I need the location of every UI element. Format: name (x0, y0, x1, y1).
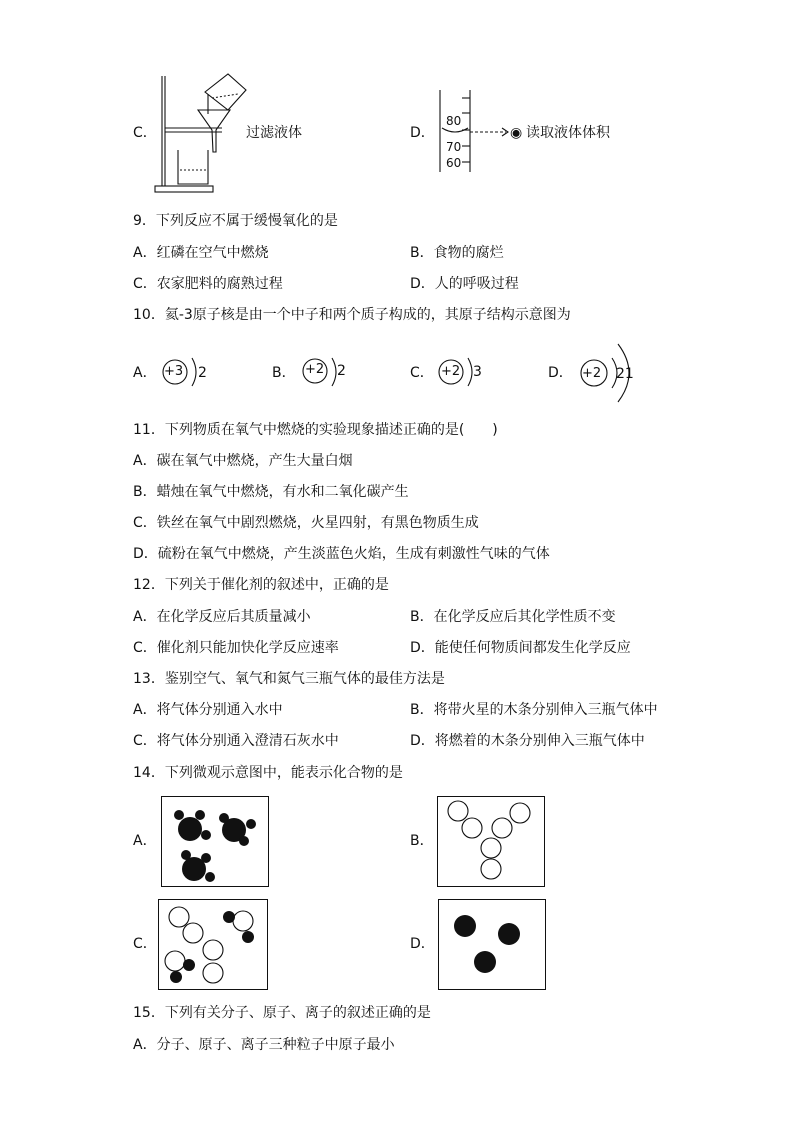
atom-b-nucleus: +2 (305, 362, 325, 377)
q11-option-c: C．铁丝在氧气中剧烈燃烧，火星四射，有黑色物质生成 (133, 515, 479, 531)
q8-option-d-label: D． (410, 125, 435, 141)
q14-option-a-label: A． (133, 833, 157, 849)
q10-stem: 10．氦-3原子核是由一个中子和两个质子构成的，其原子结构示意图为 (133, 307, 571, 323)
atom-d-electrons: 21 (616, 366, 634, 382)
q11-option-a: A．碳在氧气中燃烧，产生大量白烟 (133, 453, 353, 469)
microscopic-diagram-a (161, 796, 269, 887)
q8-option-c-caption: 过滤液体 (246, 125, 302, 141)
eye-icon: ◉ (510, 125, 523, 141)
diagram-d-molecules (439, 900, 545, 989)
q10-option-d-label: D． (548, 365, 573, 381)
q14-stem: 14．下列微观示意图中，能表示化合物的是 (133, 765, 403, 781)
q15-stem: 15．下列有关分子、原子、离子的叙述正确的是 (133, 1005, 431, 1021)
q10-option-b-label: B． (272, 365, 296, 381)
atom-b-electrons: 2 (337, 363, 346, 379)
q12-stem: 12．下列关于催化剂的叙述中，正确的是 (133, 577, 389, 593)
microscopic-diagram-d (438, 899, 546, 990)
q11-stem: 11．下列物质在氧气中燃烧的实验现象描述正确的是( ) (133, 422, 498, 438)
q10-option-a-label: A． (133, 365, 157, 381)
q13-option-a: A．将气体分别通入水中 (133, 702, 283, 718)
q13-stem: 13．鉴别空气、氧气和氮气三瓶气体的最佳方法是 (133, 671, 445, 687)
q12-option-b: B．在化学反应后其化学性质不变 (410, 609, 616, 625)
q13-option-c: C．将气体分别通入澄清石灰水中 (133, 733, 339, 749)
q9-stem: 9．下列反应不属于缓慢氧化的是 (133, 213, 338, 229)
q12-option-d: D．能使任何物质间都发生化学反应 (410, 640, 631, 656)
filtration-apparatus-diagram (150, 70, 250, 195)
q12-option-c: C．催化剂只能加快化学反应速率 (133, 640, 339, 656)
atom-a-nucleus: +3 (164, 364, 184, 379)
diagram-b-molecules (438, 797, 544, 886)
q8-option-d-caption: 读取液体体积 (526, 125, 610, 141)
atom-c-electrons: 3 (473, 364, 482, 380)
q14-option-d-label: D． (410, 936, 435, 952)
diagram-a-molecules (162, 797, 268, 886)
microscopic-diagram-b (437, 796, 545, 887)
atom-d-nucleus: +2 (582, 366, 602, 381)
q13-option-d: D．将燃着的木条分别伸入三瓶气体中 (410, 733, 645, 749)
diagram-c-molecules (159, 900, 267, 989)
atom-c-nucleus: +2 (441, 364, 461, 379)
q11-option-b: B．蜡烛在氧气中燃烧，有水和二氧化碳产生 (133, 484, 409, 500)
microscopic-diagram-c (158, 899, 268, 990)
q8-option-c-label: C． (133, 125, 157, 141)
q15-option-a: A．分子、原子、离子三种粒子中原子最小 (133, 1037, 395, 1053)
q9-option-a: A．红磷在空气中燃烧 (133, 245, 269, 261)
cylinder-mark-80: 80 (446, 114, 462, 128)
q13-option-b: B．将带火星的木条分别伸入三瓶气体中 (410, 702, 658, 718)
q9-option-c: C．农家肥料的腐熟过程 (133, 276, 283, 292)
cylinder-mark-70: 70 (446, 140, 462, 154)
q9-option-b: B．食物的腐烂 (410, 245, 504, 261)
cylinder-mark-60: 60 (446, 156, 462, 170)
atom-a-electrons: 2 (198, 365, 207, 381)
q11-option-d: D．硫粉在氧气中燃烧，产生淡蓝色火焰，生成有刺激性气味的气体 (133, 546, 550, 562)
q10-option-c-label: C． (410, 365, 434, 381)
q9-option-d: D．人的呼吸过程 (410, 276, 519, 292)
q14-option-b-label: B． (410, 833, 434, 849)
q14-option-c-label: C． (133, 936, 157, 952)
q12-option-a: A．在化学反应后其质量减小 (133, 609, 311, 625)
